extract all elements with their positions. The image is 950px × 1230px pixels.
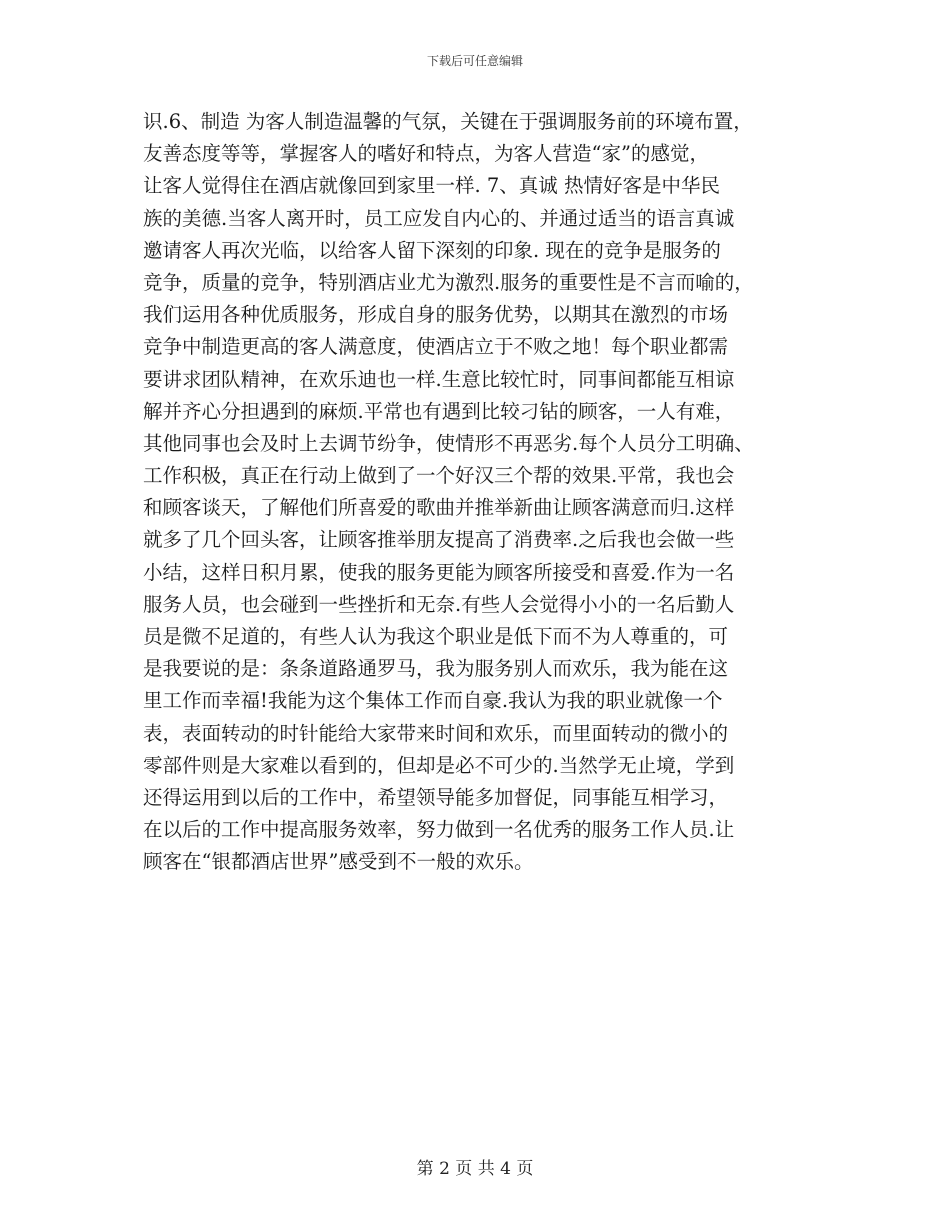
document-body	[143, 106, 823, 879]
text-line: 让客人觉得住在酒店就像回到家里一样. 7、真诚 热情好客是中华民	[143, 174, 721, 198]
page-header: 下载后可任意编辑	[426, 54, 523, 68]
text-line: 还得运用到以后的工作中，希望领导能多加督促，同事能互相学习，	[143, 785, 729, 809]
text-line: 小结，这样日积月累，使我的服务更能为顾客所接受和喜爱.作为一名	[143, 560, 735, 584]
text-line: 邀请客人再次光临，以给客人留下深刻的印象. 现在的竞争是服务的	[143, 238, 721, 262]
text-line: 竞争中制造更高的客人满意度，使酒店立于不败之地！每个职业都需	[143, 335, 729, 359]
page-number: 第 2 页 共 4 页	[416, 1159, 534, 1179]
text-line: 族的美德.当客人离开时，员工应发自内心的、并通过适当的语言真诚	[143, 206, 735, 230]
text-line: 解并齐心分担遇到的麻烦.平常也有遇到比较刁钻的顾客，一人有难，	[143, 399, 735, 423]
text-line: 要讲求团队精神，在欢乐迪也一样.生意比较忙时，同事间都能互相谅	[143, 367, 735, 391]
text-line: 员是微不足道的，有些人认为我这个职业是低下而不为人尊重的，可	[143, 625, 729, 648]
text-line: 顾客在“银都酒店世界”感受到不一般的欢乐。	[143, 850, 534, 874]
text-line: 竞争，质量的竞争，特别酒店业尤为激烈.服务的重要性是不言而喻的，	[143, 270, 754, 294]
text-line: 我们运用各种优质服务，形成自身的服务优势，以期其在激烈的市场	[143, 303, 729, 327]
text-line: 是我要说的是：条条道路通罗马，我为服务别人而欢乐，我为能在这	[143, 657, 729, 681]
text-line: 识.6、制造 为客人制造温馨的气氛，关键在于强调服务前的环境布置，	[143, 110, 753, 133]
text-line: 就多了几个回头客，让顾客推举朋友提高了消费率.之后我也会做一些	[143, 528, 735, 552]
text-line: 友善态度等等，掌握客人的嗜好和特点，为客人营造“家”的感觉，	[143, 142, 709, 166]
text-line: 和顾客谈天，了解他们所喜爱的歌曲并推举新曲让顾客满意而归.这样	[143, 496, 735, 520]
text-line: 里工作而幸福!我能为这个集体工作而自豪.我认为我的职业就像一个	[143, 689, 723, 713]
text-line: 在以后的工作中提高服务效率，努力做到一名优秀的服务工作人员.让	[143, 818, 735, 842]
text-line: 表，表面转动的时针能给大家带来时间和欢乐，而里面转动的微小的	[143, 721, 729, 745]
text-line: 工作积极，真正在行动上做到了一个好汉三个帮的效果.平常，我也会	[143, 464, 735, 488]
text-line: 服务人员，也会碰到一些挫折和无奈.有些人会觉得小小的一名后勤人	[143, 592, 735, 616]
text-line: 零部件则是大家难以看到的，但却是必不可少的.当然学无止境，学到	[143, 753, 735, 777]
text-line: 其他同事也会及时上去调节纷争，使情形不再恶劣.每个人员分工明确、	[143, 431, 754, 455]
